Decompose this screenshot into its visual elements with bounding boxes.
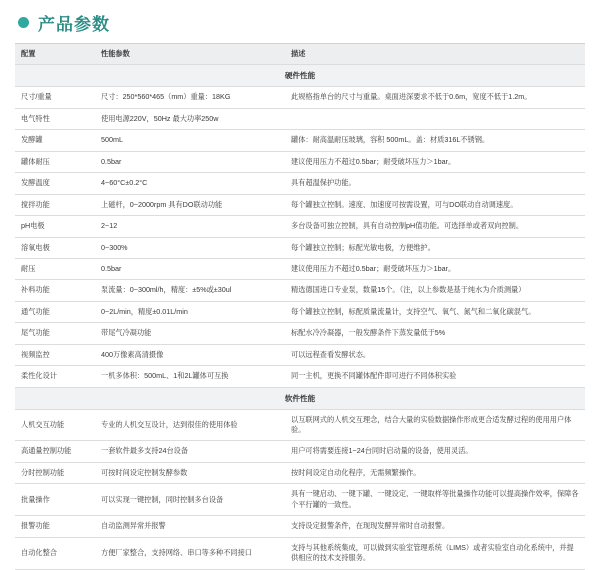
- row-desc: 具有超温保护功能。: [285, 173, 585, 194]
- row-param: 0~2L/min，精度±0.01L/min: [95, 301, 285, 322]
- row-desc: 每个罐独立控制；标配光敏电极，方便维护。: [285, 237, 585, 258]
- table-row: [15, 344, 585, 365]
- row-config: 发酵温度: [15, 173, 95, 194]
- row-param: 带尾气冷凝功能: [95, 323, 285, 344]
- row-param: 0.5bar: [95, 151, 285, 172]
- row-param: 专业的人机交互设计，达到很佳的使用体验: [95, 409, 285, 441]
- page-title: 产品参数: [38, 15, 110, 34]
- table-row: [15, 441, 585, 462]
- table-row: [15, 258, 585, 279]
- row-desc: 罐体：耐高温耐压玻璃，容积 500mL。盖：材质316L不锈钢。: [285, 130, 585, 151]
- row-param: 使用电源220V，50Hz 最大功率250w: [95, 108, 285, 129]
- row-desc: 多台设备可独立控制，具有自动控制pH值功能。可选择单或者双向控制。: [285, 216, 585, 237]
- table-row: [15, 366, 585, 387]
- table-row: [15, 323, 585, 344]
- table-row: [15, 216, 585, 237]
- row-desc: 每个罐独立控制，标配质量流量计，支持空气、氧气、氮气和二氧化碳混气。: [285, 301, 585, 322]
- row-config: 自动化整合: [15, 537, 95, 569]
- row-config: 尾气功能: [15, 323, 95, 344]
- row-desc: 以互联网式的人机交互理念，结合大量的实验数据操作形成更合适发酵过程的使用用户体验。: [285, 409, 585, 441]
- row-desc: 建议使用压力不超过0.5bar；耐受破坏压力＞1bar。: [285, 258, 585, 279]
- column-header-desc: 描述: [285, 44, 585, 65]
- header-row: [15, 44, 585, 65]
- row-param: 0~300%: [95, 237, 285, 258]
- row-param: 可按时间设定控制发酵参数: [95, 462, 285, 483]
- row-desc: 每个罐独立控制。速度、加速度可按需设置，可与DO联动自动调速度。: [285, 194, 585, 215]
- table-row: [15, 108, 585, 129]
- row-desc: 此规格指单台的尺寸与重量。桌面进深要求不低于0.6m，宽度不低于1.2m。: [285, 87, 585, 108]
- row-config: 溶氧电极: [15, 237, 95, 258]
- row-param: 方便厂家整合，支持网络、串口等多种不同接口: [95, 537, 285, 569]
- row-desc: 建议使用压力不超过0.5bar；耐受破坏压力＞1bar。: [285, 151, 585, 172]
- table-row: [15, 537, 585, 569]
- section-header-hardware: [15, 65, 585, 87]
- row-config: 搅拌功能: [15, 194, 95, 215]
- row-desc: 具有一键启动、一键下罐、一键设定、一键取样等批量操作功能可以提高操作效率，保障各个平行罐的一致性。: [285, 484, 585, 516]
- row-config: 柔性化设计: [15, 366, 95, 387]
- row-config: 发酵罐: [15, 130, 95, 151]
- row-desc: [285, 108, 585, 129]
- row-param: 4~60°C±0.2°C: [95, 173, 285, 194]
- table-row: [15, 87, 585, 108]
- row-config: 高通量控制功能: [15, 441, 95, 462]
- row-desc: 支持与其他系统集成，可以做到实验室管理系统（LIMS）或者实验室自动化系统中，并提供相应的技术支持服务。: [285, 537, 585, 569]
- table-row: [15, 130, 585, 151]
- table-row: [15, 462, 585, 483]
- row-param: 自动监测异常并报警: [95, 516, 285, 537]
- row-config: 批量操作: [15, 484, 95, 516]
- row-param: 一套软件最多支持24台设备: [95, 441, 285, 462]
- row-desc: 同一主机，更换不同罐体配件即可进行不同体积实验: [285, 366, 585, 387]
- table-row: [15, 409, 585, 441]
- row-config: 罐体耐压: [15, 151, 95, 172]
- row-param: 0.5bar: [95, 258, 285, 279]
- row-param: 上磁杆，0~2000rpm 具有DO联动功能: [95, 194, 285, 215]
- table-row: [15, 237, 585, 258]
- row-desc: 支持设定报警条件，在现现发酵异常时自动报警。: [285, 516, 585, 537]
- row-config: 耐压: [15, 258, 95, 279]
- table-row: [15, 484, 585, 516]
- row-param: 2~12: [95, 216, 285, 237]
- section-label: 软件性能: [15, 387, 585, 409]
- row-param: 400万像素高清摄像: [95, 344, 285, 365]
- section-label: 硬件性能: [15, 65, 585, 87]
- row-config: 视频监控: [15, 344, 95, 365]
- row-desc: 可以远程查看发酵状态。: [285, 344, 585, 365]
- row-param: 尺寸：250*560*465（mm）重量：18KG: [95, 87, 285, 108]
- row-param: 一机多体积：500mL、1和2L罐体可互换: [95, 366, 285, 387]
- table-row: [15, 280, 585, 301]
- row-desc: 精选德国进口专业泵，数量15个。（注，以上参数是基于纯水为介质测量）: [285, 280, 585, 301]
- table-row: [15, 151, 585, 172]
- bullet-dot-icon: [18, 17, 29, 28]
- row-config: 通气功能: [15, 301, 95, 322]
- table-row: [15, 301, 585, 322]
- row-config: pH电极: [15, 216, 95, 237]
- table-header: [15, 44, 585, 65]
- row-config: 补料功能: [15, 280, 95, 301]
- table-row: [15, 194, 585, 215]
- table-row: [15, 173, 585, 194]
- row-desc: 用户可将需要连接1~24台同时启动量的设备，使用灵活。: [285, 441, 585, 462]
- section-header-software: [15, 387, 585, 409]
- row-desc: 按时间设定自动化程序，无需频繁操作。: [285, 462, 585, 483]
- row-param: 可以实现一键控制，同时控制多台设备: [95, 484, 285, 516]
- row-config: 电气特性: [15, 108, 95, 129]
- column-header-config: 配置: [15, 44, 95, 65]
- column-header-param: 性能参数: [95, 44, 285, 65]
- row-config: 人机交互功能: [15, 409, 95, 441]
- row-config: 尺寸/重量: [15, 87, 95, 108]
- row-desc: 标配水冷冷凝器，一般发酵条件下蒸发量低于5%: [285, 323, 585, 344]
- row-param: 500mL: [95, 130, 285, 151]
- row-param: 泵流量：0~300ml/h，精度：±5%或±30ul: [95, 280, 285, 301]
- page-title-row: [0, 0, 600, 43]
- spec-table: [15, 43, 585, 570]
- table-body: [15, 65, 585, 569]
- row-config: 分时控制功能: [15, 462, 95, 483]
- row-config: 报警功能: [15, 516, 95, 537]
- table-row: [15, 516, 585, 537]
